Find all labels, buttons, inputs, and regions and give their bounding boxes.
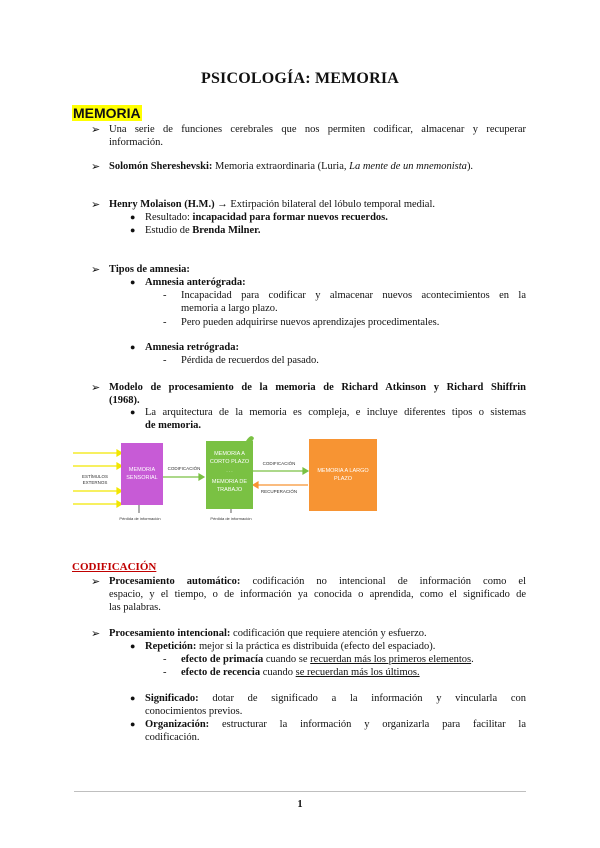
efecto-recencia: efecto de recencia cuando se recuerdan más los últimos.	[181, 667, 420, 678]
section-heading-memoria: MEMORIA	[73, 105, 141, 121]
bullet-modelo: Modelo de procesamiento de la memoria de Richard Atkinson y Richard Shiffrin (1968).	[109, 382, 526, 406]
dot-bullet-icon: ●	[130, 641, 136, 651]
anterograda-desc-2: Pero pueden adquirirse nuevos aprendizajes procedimentales.	[181, 317, 440, 328]
bullet-definition: Una serie de funciones cerebrales que nos permiten codificar, almacenar y recuperar información.	[109, 124, 526, 148]
arrow-label-recuperacion: RECUPERACIÓN	[260, 489, 298, 494]
amnesia-retrograda: Amnesia retrógrada:	[145, 342, 239, 353]
dot-bullet-icon: ●	[130, 212, 136, 222]
bullet-shereshevski: Solomón Shereshevski: Memoria extraordinaria (Luria, La mente de un mnemonista).	[109, 161, 474, 172]
dot-bullet-icon: ●	[130, 719, 136, 729]
corto-plazo-label: MEMORIA A CORTO PLAZO	[209, 451, 250, 465]
arrow-bullet-icon: ➢	[91, 382, 101, 394]
arrow-bullet-icon: ➢	[91, 124, 101, 136]
anterograda-desc-1: Incapacidad para codificar y almacenar nuevos acontecimientos en la memoria a largo plazo.	[181, 290, 526, 314]
arrow-label-codificacion: CODIFICACIÓN	[167, 466, 201, 471]
dash-icon: -	[163, 654, 167, 665]
section-heading-codificacion: CODIFICACIÓN	[72, 561, 157, 573]
efecto-primacia: efecto de primacía cuando se recuerdan más los primeros elementos.	[181, 654, 474, 665]
output-label-1: Pérdida de información	[119, 515, 161, 521]
retrograda-desc: Pérdida de recuerdos del pasado.	[181, 355, 319, 366]
arrow-bullet-icon: ➢	[91, 161, 101, 173]
arrow-bullet-icon: ➢	[91, 628, 101, 640]
footer-divider	[74, 791, 526, 792]
molaison-result: Resultado: incapacidad para formar nuevos recuerdos.	[145, 212, 388, 223]
dot-bullet-icon: ●	[130, 225, 136, 235]
organizacion: Organización: estructurar la información y organizarla para facilitar la codificación.	[145, 719, 526, 743]
arrow-bullet-icon: ➢	[91, 264, 101, 276]
dot-bullet-icon: ●	[130, 693, 136, 703]
output-label-2: Pérdida de información	[210, 515, 252, 521]
significado: Significado: dotar de significado a la información y vincularla con conocimientos previos.	[145, 693, 526, 717]
amnesia-anterograda: Amnesia anterógrada:	[145, 277, 246, 288]
dash-icon: -	[163, 317, 167, 328]
input-stimuli-label: ESTÍMULOS EXTERNOS	[81, 474, 108, 485]
memoria-trabajo-label: MEMORIA DE TRABAJO	[211, 479, 248, 493]
dot-bullet-icon: ●	[130, 342, 136, 352]
repeticion: Repetición: mejor si la práctica es distribuida (efecto del espaciado).	[145, 641, 436, 652]
arrow-bullet-icon: ➢	[91, 199, 101, 211]
page-number: 1	[297, 799, 303, 810]
bullet-automatico: Procesamiento automático: codificación no intencional de información como el espacio, y el tiempo, o de información ya conocida o aprendida, como el significado de las palabras.	[109, 576, 527, 613]
corto-plazo-divider: - - -	[226, 468, 233, 473]
page-title: PSICOLOGÍA: MEMORIA	[200, 70, 400, 87]
box-memoria-largo-plazo: MEMORIA A LARGO PLAZO	[309, 439, 377, 511]
modelo-desc: La arquitectura de la memoria es compleja, e incluye diferentes tipos o sistemas de memoria.	[145, 407, 526, 431]
dash-icon: -	[163, 290, 167, 301]
box-memoria-sensorial: MEMORIA SENSORIAL	[121, 443, 163, 505]
bullet-intencional: Procesamiento intencional: codificación que requiere atención y esfuerzo.	[109, 628, 427, 639]
dot-bullet-icon: ●	[130, 407, 136, 417]
amnesia-types: Tipos de amnesia:	[109, 264, 190, 275]
bullet-molaison: Henry Molaison (H.M.) → Extirpación bilateral del lóbulo temporal medial.	[109, 199, 436, 210]
arrow-label-codificacion-2: CODIFICACIÓN	[262, 461, 296, 466]
dash-icon: -	[163, 355, 167, 366]
dash-icon: -	[163, 667, 167, 678]
memory-model-diagram	[73, 433, 527, 528]
dot-bullet-icon: ●	[130, 277, 136, 287]
arrow-bullet-icon: ➢	[91, 576, 101, 588]
molaison-study: Estudio de Brenda Milner.	[145, 225, 261, 236]
